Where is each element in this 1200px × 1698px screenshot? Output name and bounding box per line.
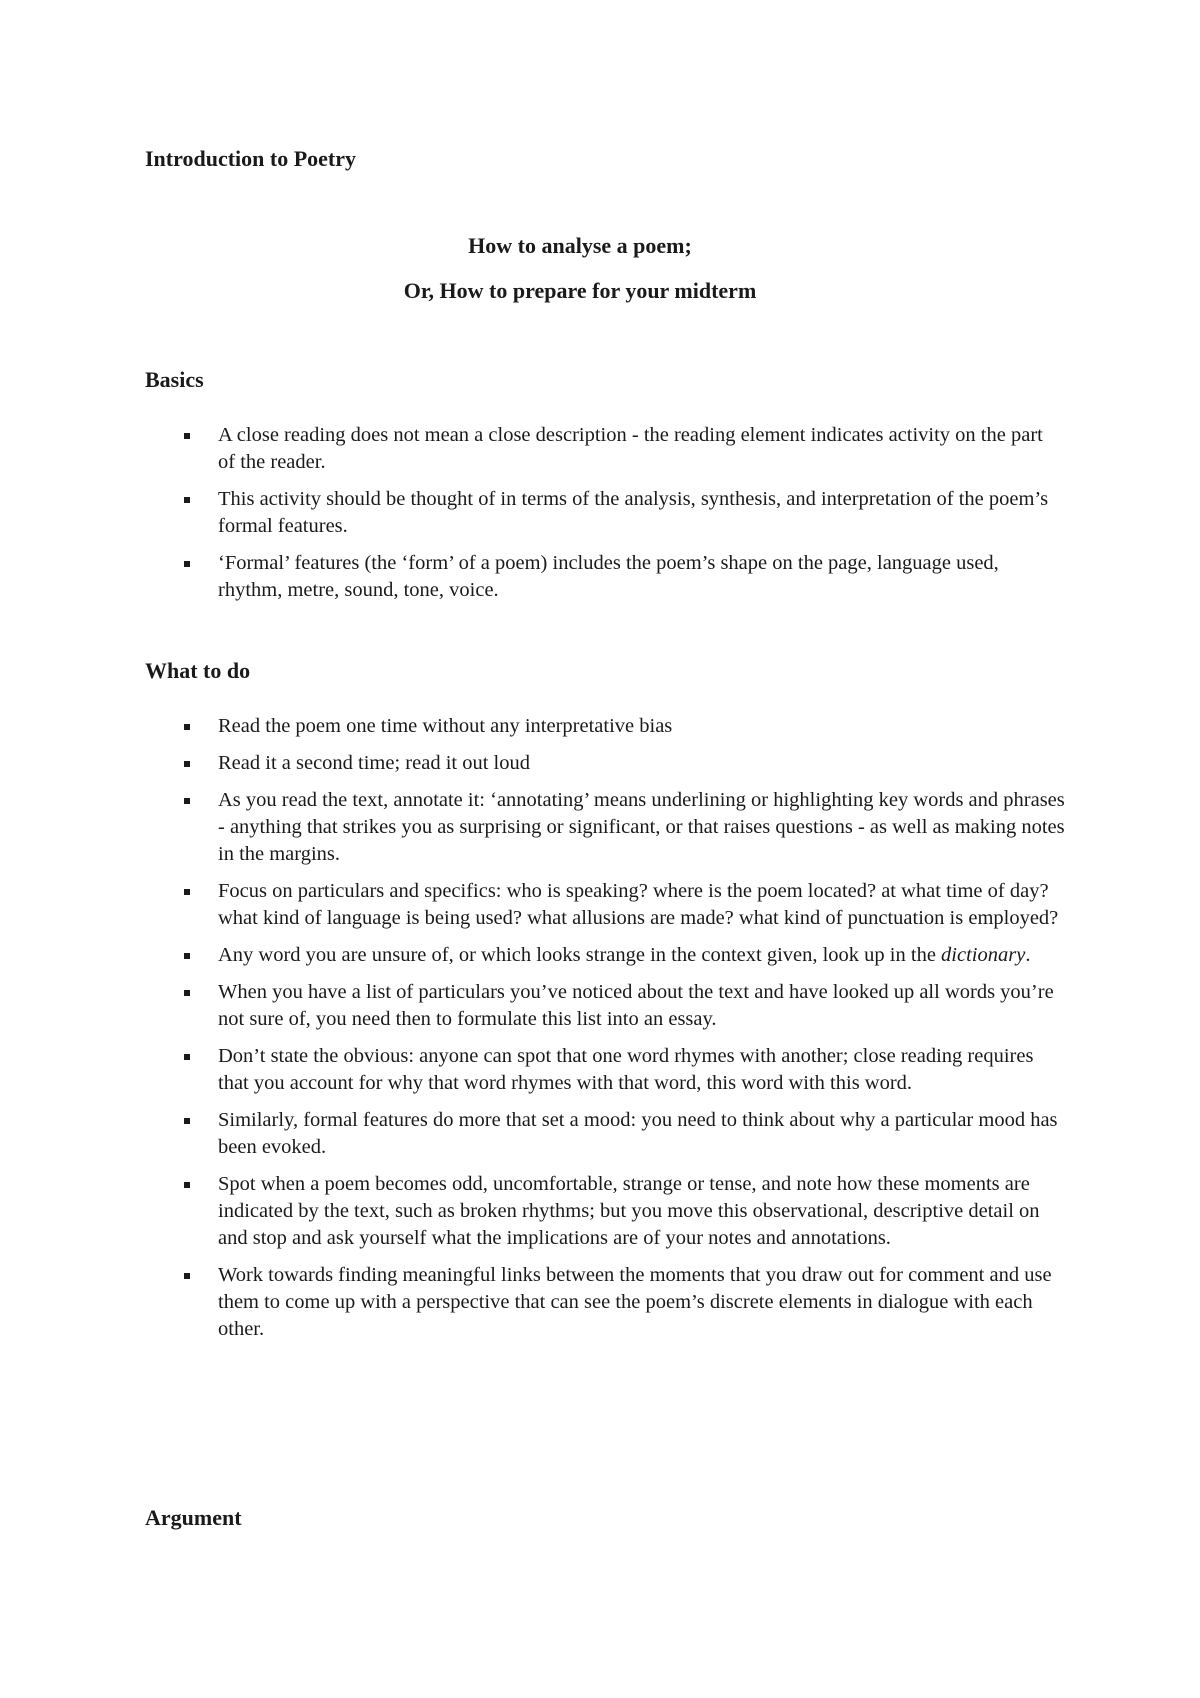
- list-item-text: Work towards finding meaningful links between the moments that you draw out for comment and use them to come up with a perspective that can see the poem’s discrete elements in dialogue with each other.: [218, 1264, 1052, 1340]
- list-item: [145, 979, 1065, 1033]
- list-item-text: Spot when a poem becomes odd, uncomfortable, strange or tense, and note how these moments are indicated by the text, such as broken rhythms; but you move this observational, descriptive detail on and stop and ask yourself what the implications are of your notes and annotations.: [218, 1173, 1040, 1249]
- section-heading-what-to-do: What to do: [145, 658, 251, 683]
- list-item-text: Focus on particulars and specifics: who is speaking? where is the poem located? at what time of day? what kind of language is being used? what allusions are made? what kind of punctuation is employed?: [218, 880, 1059, 929]
- list-item: [145, 1043, 1065, 1097]
- square-bullet-icon: [184, 1118, 190, 1124]
- square-bullet-icon: [184, 1273, 190, 1279]
- list-item-text: [218, 944, 1030, 966]
- list-item-text: Read it a second time; read it out loud: [218, 752, 530, 774]
- square-bullet-icon: [184, 724, 190, 730]
- basics-list: [145, 422, 1065, 614]
- list-item: [145, 486, 1065, 540]
- square-bullet-icon: [184, 497, 190, 503]
- square-bullet-icon: [184, 1182, 190, 1188]
- list-item: [145, 713, 1065, 740]
- emphasized-word: dictionary: [941, 944, 1026, 966]
- list-item: [145, 1171, 1065, 1252]
- list-item-text-end: .: [1025, 944, 1031, 966]
- list-item-text: Similarly, formal features do more that set a mood: you need to think about why a particular mood has been evoked.: [218, 1109, 1058, 1158]
- list-item-text: Read the poem one time without any interpretative bias: [218, 715, 673, 737]
- list-item: [145, 787, 1065, 868]
- list-item-text: This activity should be thought of in terms of the analysis, synthesis, and interpretation of the poem’s formal features.: [218, 488, 1049, 537]
- document-subtitle: Or, How to prepare for your midterm: [403, 278, 757, 303]
- square-bullet-icon: [184, 798, 190, 804]
- list-item-text: When you have a list of particulars you’ve noticed about the text and have looked up all words you’re not sure of, you need then to formulate this list into an essay.: [218, 981, 1054, 1030]
- square-bullet-icon: [184, 433, 190, 439]
- what-to-do-list: [145, 713, 1065, 1353]
- list-item-text: Don’t state the obvious: anyone can spot that one word rhymes with another; close reading requires that you account for why that word rhymes with that word, this word with this word.: [218, 1045, 1034, 1094]
- list-item: [145, 550, 1065, 604]
- square-bullet-icon: [184, 889, 190, 895]
- course-title: Introduction to Poetry: [145, 146, 357, 171]
- list-item: [145, 1107, 1065, 1161]
- list-item: [145, 422, 1065, 476]
- list-item-text: As you read the text, annotate it: ‘annotating’ means underlining or highlighting key words and phrases - anything that strikes you as surprising or significant, or that raises questions - as well as making notes in the margins.: [218, 789, 1065, 865]
- document-title: How to analyse a poem;: [468, 233, 692, 258]
- section-heading-argument: Argument: [145, 1505, 242, 1530]
- list-item: [145, 1262, 1065, 1343]
- list-item-text: ‘Formal’ features (the ‘form’ of a poem) includes the poem’s shape on the page, language used, rhythm, metre, sound, tone, voice.: [218, 552, 999, 601]
- square-bullet-icon: [184, 990, 190, 996]
- list-item: [145, 878, 1065, 932]
- square-bullet-icon: [184, 761, 190, 767]
- list-item: [145, 942, 1065, 969]
- list-item-text-start: Any word you are unsure of, or which looks strange in the context given, look up in the: [218, 944, 942, 966]
- square-bullet-icon: [184, 561, 190, 567]
- square-bullet-icon: [184, 953, 190, 959]
- section-heading-basics: Basics: [145, 367, 204, 392]
- list-item: [145, 750, 1065, 777]
- list-item-text: A close reading does not mean a close description - the reading element indicates activity on the part of the reader.: [218, 424, 1043, 473]
- square-bullet-icon: [184, 1054, 190, 1060]
